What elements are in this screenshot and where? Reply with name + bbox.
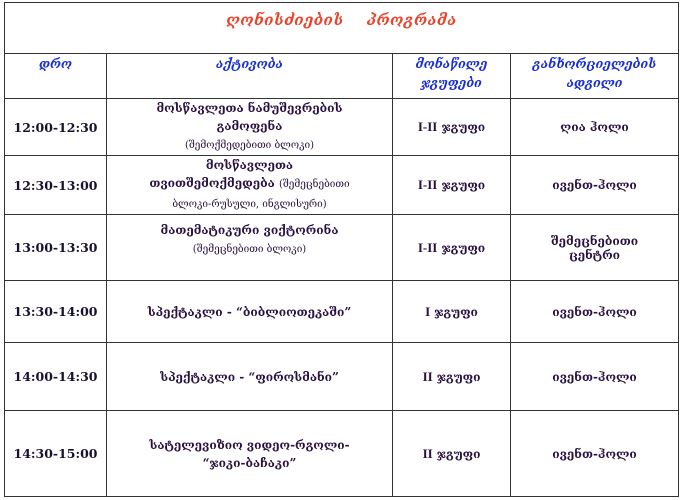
time-cell: 13:00-13:30 [5, 215, 107, 281]
header-group [393, 54, 511, 99]
time-cell: 12:30-13:00 [5, 156, 107, 215]
group-cell [393, 99, 511, 156]
activity-cell: სპექტაკლი - “ბიბლიოთეკაში” [107, 281, 393, 343]
header-place [511, 54, 679, 99]
group-cell [393, 411, 511, 497]
table-row [5, 99, 679, 156]
group-cell [393, 281, 511, 343]
group-word: ჯგუფი [441, 240, 486, 255]
group-number: II [422, 368, 433, 384]
group-number: I-II [417, 239, 438, 255]
activity-subtitle: (შემოქმედებითი ბლოკი) [184, 140, 315, 151]
place-cell [511, 411, 679, 497]
activity-line: სატელევიზიო ვიდეო-რგოლი- [149, 437, 350, 452]
activity-line: თვითშემოქმედება [149, 176, 275, 190]
table-row [5, 156, 679, 215]
header-activity-label: აქტივობა [216, 56, 283, 71]
activity-subtitle: (შემეცნებითი ბლოკი) [192, 244, 307, 255]
group-word: ჯგუფი [441, 178, 486, 192]
header-time-label: დრო [38, 56, 73, 71]
group-number: II [422, 445, 433, 461]
activity-cell [107, 99, 393, 156]
activity-line: მოსწავლეთა ნამუშევრების [156, 101, 343, 115]
group-word: ჯგუფი [436, 369, 481, 384]
place-label: შემეცნებითი [550, 233, 639, 248]
place-cell [511, 281, 679, 343]
place-cell [511, 215, 679, 281]
activity-line: გამოფენა [216, 119, 283, 133]
header-activity [107, 54, 393, 99]
header-group-line1: მონაწილე [415, 56, 488, 71]
table-row [5, 281, 679, 343]
group-cell [393, 215, 511, 281]
group-cell [393, 343, 511, 411]
place-cell [511, 99, 679, 156]
activity-subtitle: ბლოკი-რუსული, ინგლისური) [172, 199, 327, 210]
place-cell [511, 343, 679, 411]
title-row [5, 3, 679, 54]
table-row [5, 411, 679, 497]
time-cell: 13:30-14:00 [5, 281, 107, 343]
place-label: ივენთ-ჰოლი [552, 304, 637, 319]
place-label: ღია ჰოლი [560, 120, 629, 134]
time-cell: 14:30-15:00 [5, 411, 107, 497]
activity-line: მათემატიკური ვიქტორინა [160, 223, 339, 237]
activity-line: “ჯიკი-ბაჩაკი” [202, 455, 297, 470]
group-word: ჯგუფი [441, 120, 486, 134]
group-number: I [425, 303, 431, 319]
activity-cell [107, 215, 393, 281]
group-cell [393, 156, 511, 215]
group-number: I-II [417, 177, 438, 192]
place-label: ივენთ-ჰოლი [552, 446, 637, 461]
activity-cell: სპექტაკლი - “ფიროსმანი” [107, 343, 393, 411]
group-number: I-II [417, 119, 438, 134]
header-time [5, 54, 107, 99]
table-row [5, 343, 679, 411]
header-group-line2: ჯგუფები [421, 75, 482, 90]
place-label: ივენთ-ჰოლი [552, 178, 637, 192]
group-word: ჯგუფი [434, 304, 478, 319]
table-row [5, 215, 679, 281]
time-cell: 12:00-12:30 [5, 99, 107, 156]
header-place-line1: განხორციელების [532, 56, 657, 71]
place-label: ცენტრი [568, 247, 621, 262]
page-title: ღონისძიების პროგრამა [226, 11, 457, 29]
activity-cell [107, 411, 393, 497]
header-row [5, 54, 679, 99]
activity-line: მოსწავლეთა [205, 158, 294, 172]
activity-subtitle: (შემეცნებითი [278, 179, 350, 190]
program-table [4, 2, 679, 497]
group-word: ჯგუფი [436, 446, 481, 461]
header-place-line2: ადგილი [566, 75, 623, 90]
place-label: ივენთ-ჰოლი [552, 369, 637, 384]
place-cell [511, 156, 679, 215]
time-cell: 14:00-14:30 [5, 343, 107, 411]
activity-cell [107, 156, 393, 215]
